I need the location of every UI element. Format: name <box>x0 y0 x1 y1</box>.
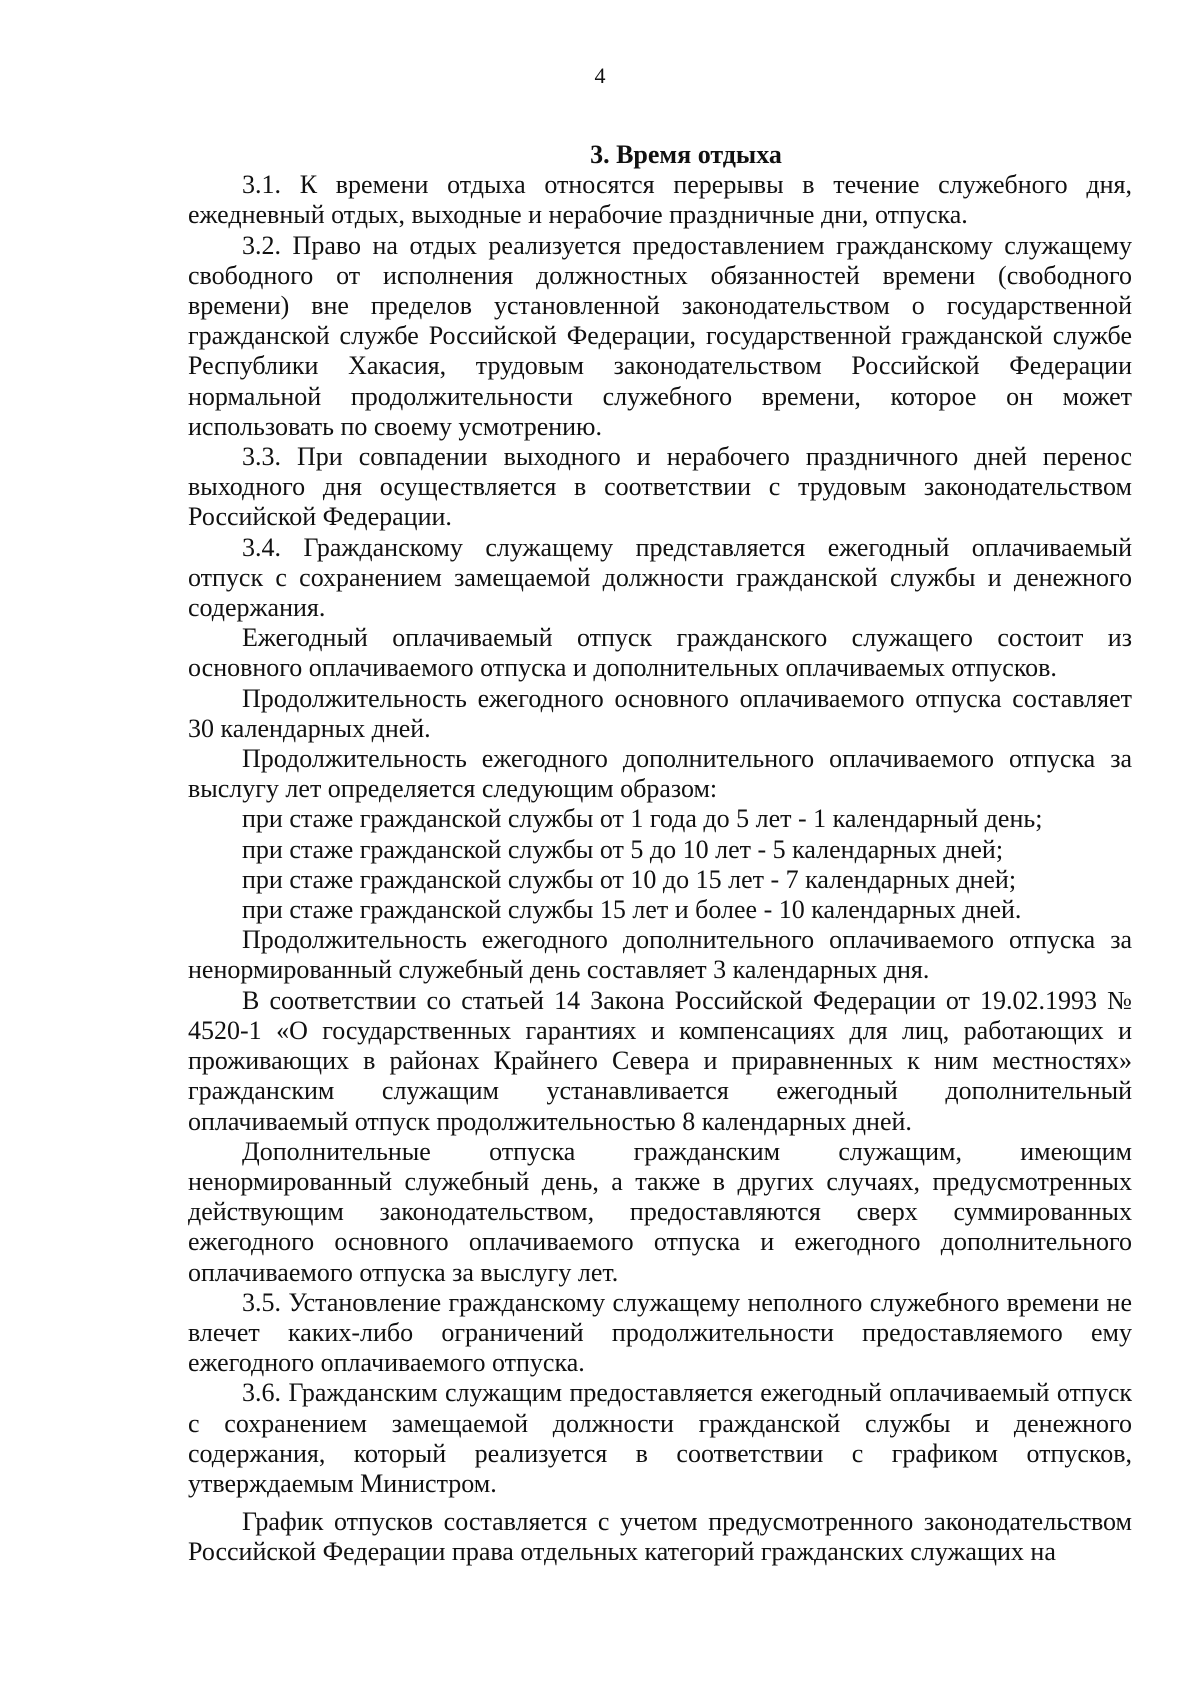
paragraph-3-4: 3.4. Гражданскому служащему представляется ежегодный оплачиваемый отпуск с сохранением замещаемой должности гражданской службы и денежного содержания. <box>188 532 1132 623</box>
paragraph-basic-leave-duration: Продолжительность ежегодного основного оплачиваемого отпуска составляет 30 календарных дней. <box>188 683 1132 743</box>
paragraph-3-6: 3.6. Гражданским служащим предоставляется ежегодный оплачиваемый отпуск с сохранением замещаемой должности гражданской службы и денежного содержания, который реализуется в соответствии с графиком отпусков, утверждаемым Министром. <box>188 1378 1132 1498</box>
paragraph-additional-leave: Дополнительные отпуска гражданским служащим, имеющим ненормированный служебный день, а также в других случаях, предусмотренных действующим законодательством, предоставляются сверх суммированных ежегодного основного оплачиваемого отпуска и ежегодного дополнительного оплачиваемого отпуска за выслугу лет. <box>188 1136 1132 1287</box>
document-body <box>188 140 1132 1568</box>
paragraph-3-2: 3.2. Право на отдых реализуется предоставлением гражданскому служащему свободного от исполнения должностных обязанностей времени (свободного времени) вне пределов установленной законодательством о государственной гражданской службе Российской Федерации, государственной гражданской службе Республики Хакасия, трудовым законодательством Российской Федерации нормальной продолжительности служебного времени, которое он может использовать по своему усмотрению. <box>188 230 1132 441</box>
paragraph-3-3: 3.3. При совпадении выходного и нерабочего праздничного дней перенос выходного дня осуществляется в соответствии с трудовым законодательством Российской Федерации. <box>188 442 1132 532</box>
paragraph-irregular-day-leave: Продолжительность ежегодного дополнительного оплачиваемого отпуска за ненормированный служебный день составляет 3 календарных дня. <box>188 925 1132 985</box>
page-number: 4 <box>594 63 606 88</box>
section-title: 3. Время отдыха <box>590 140 782 169</box>
paragraph-3-1: 3.1. К времени отдыха относятся перерывы в течение служебного дня, ежедневный отдых, выходные и нерабочие праздничные дни, отпуска. <box>188 170 1132 230</box>
paragraph-far-north-leave: В соответствии со статьей 14 Закона Российской Федерации от 19.02.1993 № 4520-1 «О государственных гарантиях и компенсациях для лиц, работающих и проживающих в районах Крайнего Севера и приравненных к ним местностях» гражданским служащим устанавливается ежегодный дополнительный оплачиваемый отпуск продолжительностью 8 календарных дней. <box>188 985 1132 1136</box>
list-item-seniority-1: при стаже гражданской службы от 1 года до 5 лет - 1 календарный день; <box>242 804 1043 834</box>
paragraph-seniority-leave-intro: Продолжительность ежегодного дополнительного оплачиваемого отпуска за выслугу лет определяется следующим образом: <box>188 744 1132 804</box>
paragraph-leave-schedule: График отпусков составляется с учетом предусмотренного законодательством Российской Федерации права отдельных категорий гражданских служащих на <box>188 1507 1132 1567</box>
list-item-seniority-4: при стаже гражданской службы 15 лет и более - 10 календарных дней. <box>242 895 1022 925</box>
list-item-seniority-3: при стаже гражданской службы от 10 до 15 лет - 7 календарных дней; <box>242 864 1017 894</box>
paragraph-3-5: 3.5. Установление гражданскому служащему неполного служебного времени не влечет каких-либо ограничений продолжительности предоставляемого ему ежегодного оплачиваемого отпуска. <box>188 1287 1132 1378</box>
list-item-seniority-2: при стаже гражданской службы от 5 до 10 лет - 5 календарных дней; <box>242 834 1004 864</box>
paragraph-annual-leave-composition: Ежегодный оплачиваемый отпуск гражданского служащего состоит из основного оплачиваемого отпуска и дополнительных оплачиваемых отпусков. <box>188 623 1132 683</box>
